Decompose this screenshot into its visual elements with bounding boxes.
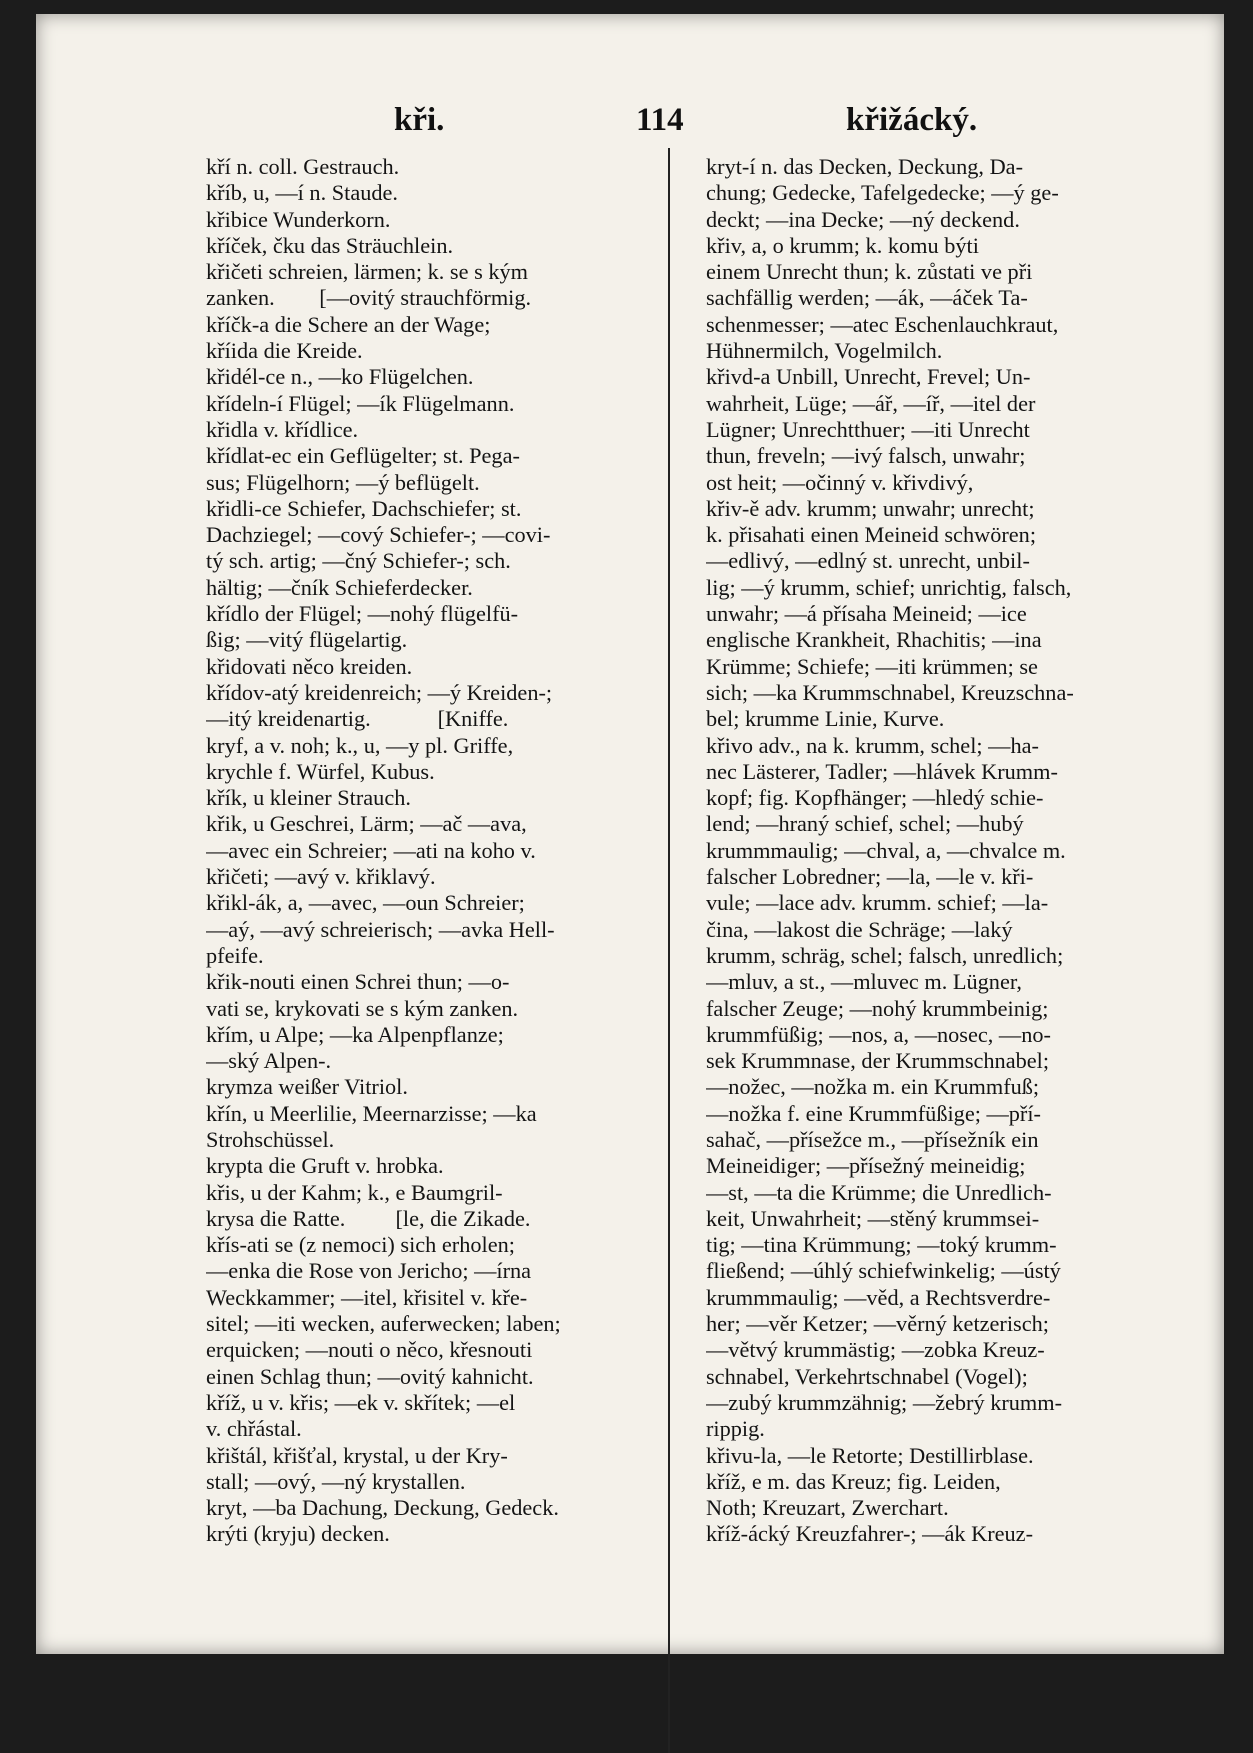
entry-line: křídeln-í Flügel; —ík Flügelmann. [206, 390, 515, 416]
entry-line: krummmaulig; —chval, a, —chvalce m. [706, 837, 1066, 863]
entry-line: křik-nouti einen Schrei thun; —o- [206, 969, 510, 995]
entry-line: Weckkammer; —itel, křisitel v. kře- [206, 1284, 528, 1310]
entry-line: krummmaulig; —věd, a Rechtsverdre- [706, 1284, 1051, 1310]
entry-line: křičeti schreien, lärmen; k. se s kým [206, 259, 528, 285]
entry-line: kříčk-a die Schere an der Wage; [206, 311, 491, 337]
entry-line: křis, u der Kahm; k., e Baumgril- [206, 1179, 503, 1205]
entry-line: thun, freveln; —ivý falsch, unwahr; [706, 443, 1026, 469]
entry-line: krypta die Gruft v. hrobka. [206, 1153, 444, 1179]
entry-line: křík, u kleiner Strauch. [206, 785, 411, 811]
entry-line: —aý, —avý schreierisch; —avka Hell- [206, 916, 555, 942]
entry-line: k. přisahati einen Meineid schwören; [706, 522, 1037, 548]
entry-line: falscher Lobredner; —la, —le v. kři- [706, 864, 1034, 890]
entry-line: křiv-ě adv. krumm; unwahr; unrecht; [706, 495, 1035, 521]
entry-line: —zubý krummzähnig; —žebrý krumm- [706, 1389, 1063, 1415]
entry-line: englische Krankheit, Rhachitis; —ina [706, 627, 1042, 653]
entry-line: sahač, —přísežce m., —přísežník ein [706, 1126, 1039, 1152]
entry-line: falscher Zeuge; —nohý krummbeinig; [706, 995, 1049, 1021]
header-left-word: kři. [394, 102, 445, 138]
entry-line: kříida die Kreide. [206, 338, 363, 364]
entry-line: křís-ati se (z nemoci) sich erholen; [206, 1232, 515, 1258]
entry-line: křiv, a, o krumm; k. komu býti [706, 232, 979, 258]
page-number: 114 [636, 102, 684, 138]
entry-line: křik, u Geschrei, Lärm; —ač —ava, [206, 811, 527, 837]
column-divider [668, 148, 670, 1753]
entry-line: einem Unrecht thun; k. zůstati ve při [706, 259, 1033, 285]
entry-line: křidli-ce Schiefer, Dachschiefer; st. [206, 495, 522, 521]
entry-line: —nožka f. eine Krummfüßige; —pří- [706, 1100, 1041, 1126]
entry-line: krýti (kryju) decken. [206, 1521, 390, 1547]
entry-line: einen Schlag thun; —ovitý kahnicht. [206, 1363, 534, 1389]
entry-line: krumm, schräg, schel; falsch, unredlich; [706, 942, 1064, 968]
entry-line: krymza weißer Vitriol. [206, 1074, 408, 1100]
left-column [206, 154, 686, 1548]
entry-line: kryt-í n. das Decken, Deckung, Da- [706, 154, 1024, 179]
entry-line: křím, u Alpe; —ka Alpenpflanze; [206, 1021, 504, 1047]
entry-line: pfeife. [206, 942, 264, 968]
entry-line: lig; —ý krumm, schief; unrichtig, falsch, [706, 574, 1072, 600]
entry-line: her; —věr Ketzer; —věrný ketzerisch; [706, 1311, 1049, 1337]
entry-line: tý sch. artig; —čný Schiefer-; sch. [206, 548, 511, 574]
entry-line: schenmesser; —atec Eschenlauchkraut, [706, 311, 1059, 337]
entry-line: kříž, u v. křis; —ek v. skřítek; —el [206, 1389, 516, 1415]
entry-line: čina, —lakost die Schräge; —laký [706, 916, 1013, 942]
entry-line: kopf; fig. Kopfhänger; —hledý schie- [706, 785, 1044, 811]
entry-line: vule; —lace adv. krumm. schief; —la- [706, 890, 1049, 916]
entry-line: křikl-ák, a, —avec, —oun Schreier; [206, 890, 525, 916]
entry-line: nec Lästerer, Tadler; —hlávek Krumm- [706, 758, 1058, 784]
entry-line: bel; krumme Linie, Kurve. [706, 706, 945, 732]
entry-line: ost heit; —očinný v. křivdivý, [706, 469, 974, 495]
entry-line: fließend; —úhlý schiefwinkelig; —ústý [706, 1258, 1061, 1284]
entry-line: Noth; Kreuzart, Zwerchart. [706, 1495, 949, 1521]
entry-line: křivo adv., na k. krumm, schel; —ha- [706, 732, 1039, 758]
entry-line: křídov-atý kreidenreich; —ý Kreiden-; [206, 679, 553, 705]
entry-line: Meineidiger; —přísežný meineidig; [706, 1153, 1026, 1179]
entry-line: —enka die Rose von Jericho; —írna [206, 1258, 532, 1284]
entry-line: wahrheit, Lüge; —ář, —íř, —itel der [706, 390, 1036, 416]
entry-line: vati se, krykovati se s kým zanken. [206, 995, 519, 1021]
entry-line: kříb, u, —í n. Staude. [206, 180, 398, 206]
entry-line: křivd-a Unbill, Unrecht, Frevel; Un- [706, 364, 1031, 390]
entry-line: Lügner; Unrechtthuer; —iti Unrecht [706, 416, 1030, 442]
entry-line: křičeti; —avý v. křiklavý. [206, 864, 436, 890]
entry-line: křídlat-ec ein Geflügelter; st. Pega- [206, 443, 520, 469]
entry-line: stall; —ový, —ný krystallen. [206, 1468, 466, 1494]
entry-line: krummfüßig; —nos, a, —nosec, —no- [706, 1021, 1051, 1047]
entry-line: sich; —ka Krummschnabel, Kreuzschna- [706, 679, 1074, 705]
entry-line: unwahr; —á přísaha Meineid; —ice [706, 601, 1027, 627]
entry-line: křídlo der Flügel; —nohý flügelfü- [206, 601, 519, 627]
entry-line: sek Krummnase, der Krummschnabel; [706, 1048, 1050, 1074]
entry-line: Strohschüssel. [206, 1126, 335, 1152]
entry-line: Hühnermilch, Vogelmilch. [706, 338, 943, 364]
entry-line: —itý kreidenartig. [Kniffe. [206, 706, 509, 732]
entry-line: —ský Alpen-. [206, 1048, 332, 1074]
entry-line: kryt, —ba Dachung, Deckung, Gedeck. [206, 1495, 559, 1521]
entry-line: sus; Flügelhorn; —ý beflügelt. [206, 469, 480, 495]
entry-line: —avec ein Schreier; —ati na koho v. [206, 837, 536, 863]
header-right-word: křižácký. [846, 102, 978, 138]
entry-line: kryf, a v. noh; k., u, —y pl. Griffe, [206, 732, 514, 758]
entry-line: chung; Gedecke, Tafelgedecke; —ý ge- [706, 180, 1059, 206]
entry-line: křidla v. křídlice. [206, 416, 359, 442]
entry-line: schnabel, Verkehrtschnabel (Vogel); [706, 1363, 1028, 1389]
entry-line: kříž, e m. das Kreuz; fig. Leiden, [706, 1468, 1001, 1494]
entry-line: Krümme; Schiefe; —iti krümmen; se [706, 653, 1038, 679]
entry-line: v. chřástal. [206, 1416, 302, 1442]
entry-line: —st, —ta die Krümme; die Unredlich- [706, 1179, 1052, 1205]
entry-line: —edlivý, —edlný st. unrecht, unbil- [706, 548, 1030, 574]
entry-line: křidovati něco kreiden. [206, 653, 413, 679]
entry-line: krychle f. Würfel, Kubus. [206, 758, 435, 784]
entry-line: —nožec, —nožka m. ein Krummfuß; [706, 1074, 1040, 1100]
entry-line: zanken. [—ovitý strauchförmig. [206, 285, 532, 311]
entry-line: křivu-la, —le Retorte; Destillirblase. [706, 1442, 1034, 1468]
entry-line: křidél-ce n., —ko Flügelchen. [206, 364, 474, 390]
entry-line: —větvý krummästig; —zobka Kreuz- [706, 1337, 1045, 1363]
entry-line: kří n. coll. Gestrauch. [206, 154, 400, 179]
entry-line: tig; —tina Krümmung; —toký krumm- [706, 1232, 1057, 1258]
right-column [706, 154, 1196, 1548]
entry-line: deckt; —ina Decke; —ný deckend. [706, 206, 1020, 232]
entry-line: sachfällig werden; —ák, —áček Ta- [706, 285, 1028, 311]
entry-line: kříž-ácký Kreuzfahrer-; —ák Kreuz- [706, 1521, 1033, 1547]
entry-line: sitel; —iti wecken, auferwecken; laben; [206, 1311, 561, 1337]
entry-line: ßig; —vitý flügelartig. [206, 627, 408, 653]
entry-line: krysa die Ratte. [le, die Zikade. [206, 1205, 531, 1231]
entry-line: křín, u Meerlilie, Meernarzisse; —ka [206, 1100, 537, 1126]
entry-line: erquicken; —nouti o něco, křesnouti [206, 1337, 533, 1363]
entry-line: Dachziegel; —cový Schiefer-; —covi- [206, 522, 551, 548]
entry-line: rippig. [706, 1416, 765, 1442]
entry-line: hältig; —čník Schieferdecker. [206, 574, 473, 600]
entry-line: křištál, křišťal, krystal, u der Kry- [206, 1442, 508, 1468]
running-header [36, 94, 1224, 142]
entry-line: —mluv, a st., —mluvec m. Lügner, [706, 969, 1022, 995]
entry-line: křibice Wunderkorn. [206, 206, 391, 232]
entry-line: lend; —hraný schief, schel; —hubý [706, 811, 1024, 837]
entry-line: keit, Unwahrheit; —stěný krummsei- [706, 1205, 1040, 1231]
dictionary-page [36, 14, 1224, 1654]
entry-line: kříček, čku das Sträuchlein. [206, 232, 454, 258]
